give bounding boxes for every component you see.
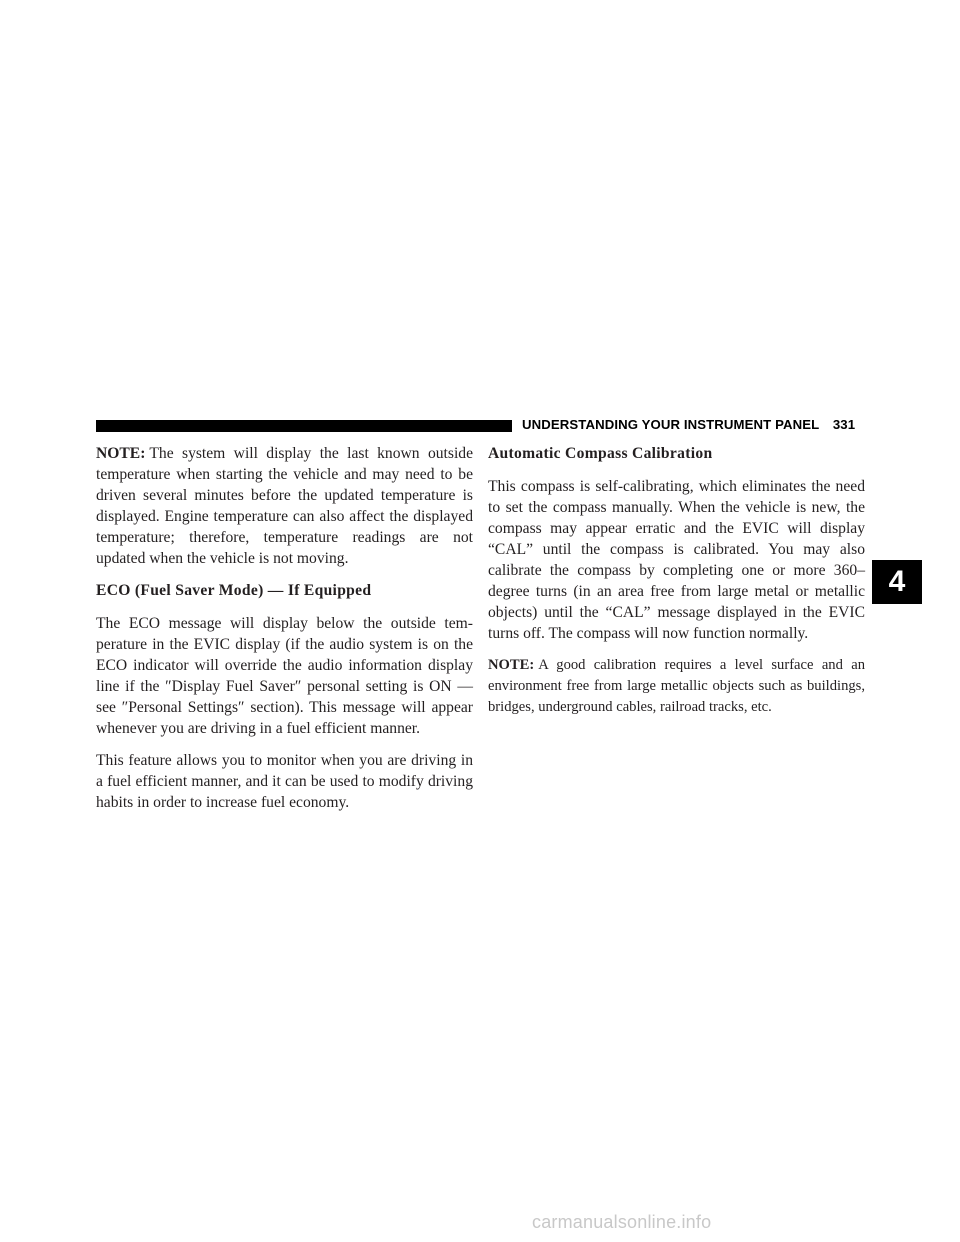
eco-feature-paragraph: This feature allows you to monitor when you are driving in a fuel efficient manner, and it can be used to modify driving habits in order to increase fuel economy. <box>96 752 473 811</box>
header-rule <box>96 420 506 432</box>
left-column <box>96 443 473 824</box>
calibration-note <box>488 655 865 718</box>
chapter-tab: 4 <box>872 560 922 604</box>
note-label: NOTE: <box>96 445 146 462</box>
eco-paragraph: The ECO message will display below the outside temperature in the EVIC display (if the audio system is on the ECO indicator will override the audio information display line if the ″Display Fuel Saver″ personal setting is ON — see ″Personal Settings″ section). This message will appear whenever you are driving in a fuel efficient manner. <box>96 615 473 737</box>
section-title: UNDERSTANDING YOUR INSTRUMENT PANEL <box>522 417 820 432</box>
note-text: The system will display the last known outside temperature when starting the vehicle and may need to be driven several minutes before the updated temperature is displayed. Engine temperature can also affect the displayed temperature; therefore, temperature readings are not updated when the vehicle is not moving. <box>96 445 473 567</box>
right-column <box>488 443 865 729</box>
compass-heading: Automatic Compass Calibration <box>488 445 713 462</box>
eco-heading: ECO (Fuel Saver Mode) — If Equipped <box>96 582 372 599</box>
page-number: 331 <box>832 417 856 432</box>
note-paragraph <box>96 443 473 569</box>
watermark: carmanualsonline.info <box>532 1212 712 1232</box>
running-head <box>522 417 855 432</box>
note-label: NOTE: <box>488 657 535 673</box>
compass-paragraph: This compass is self-calibrating, which eliminates the need to set the compass manually. When the vehicle is new, the compass may appear erratic and the EVIC will display “CAL” until the compass is calibrated. You may also calibrate the compass by completing one or more 360–degree turns (in an area free from large metal or metallic objects) until the “CAL” message displayed in the EVIC turns off. The compass will now function normally. <box>488 478 865 642</box>
note-text: A good calibration requires a level surface and an environment free from large metallic objects such as buildings, bridges, underground cables, railroad tracks, etc. <box>488 657 865 715</box>
